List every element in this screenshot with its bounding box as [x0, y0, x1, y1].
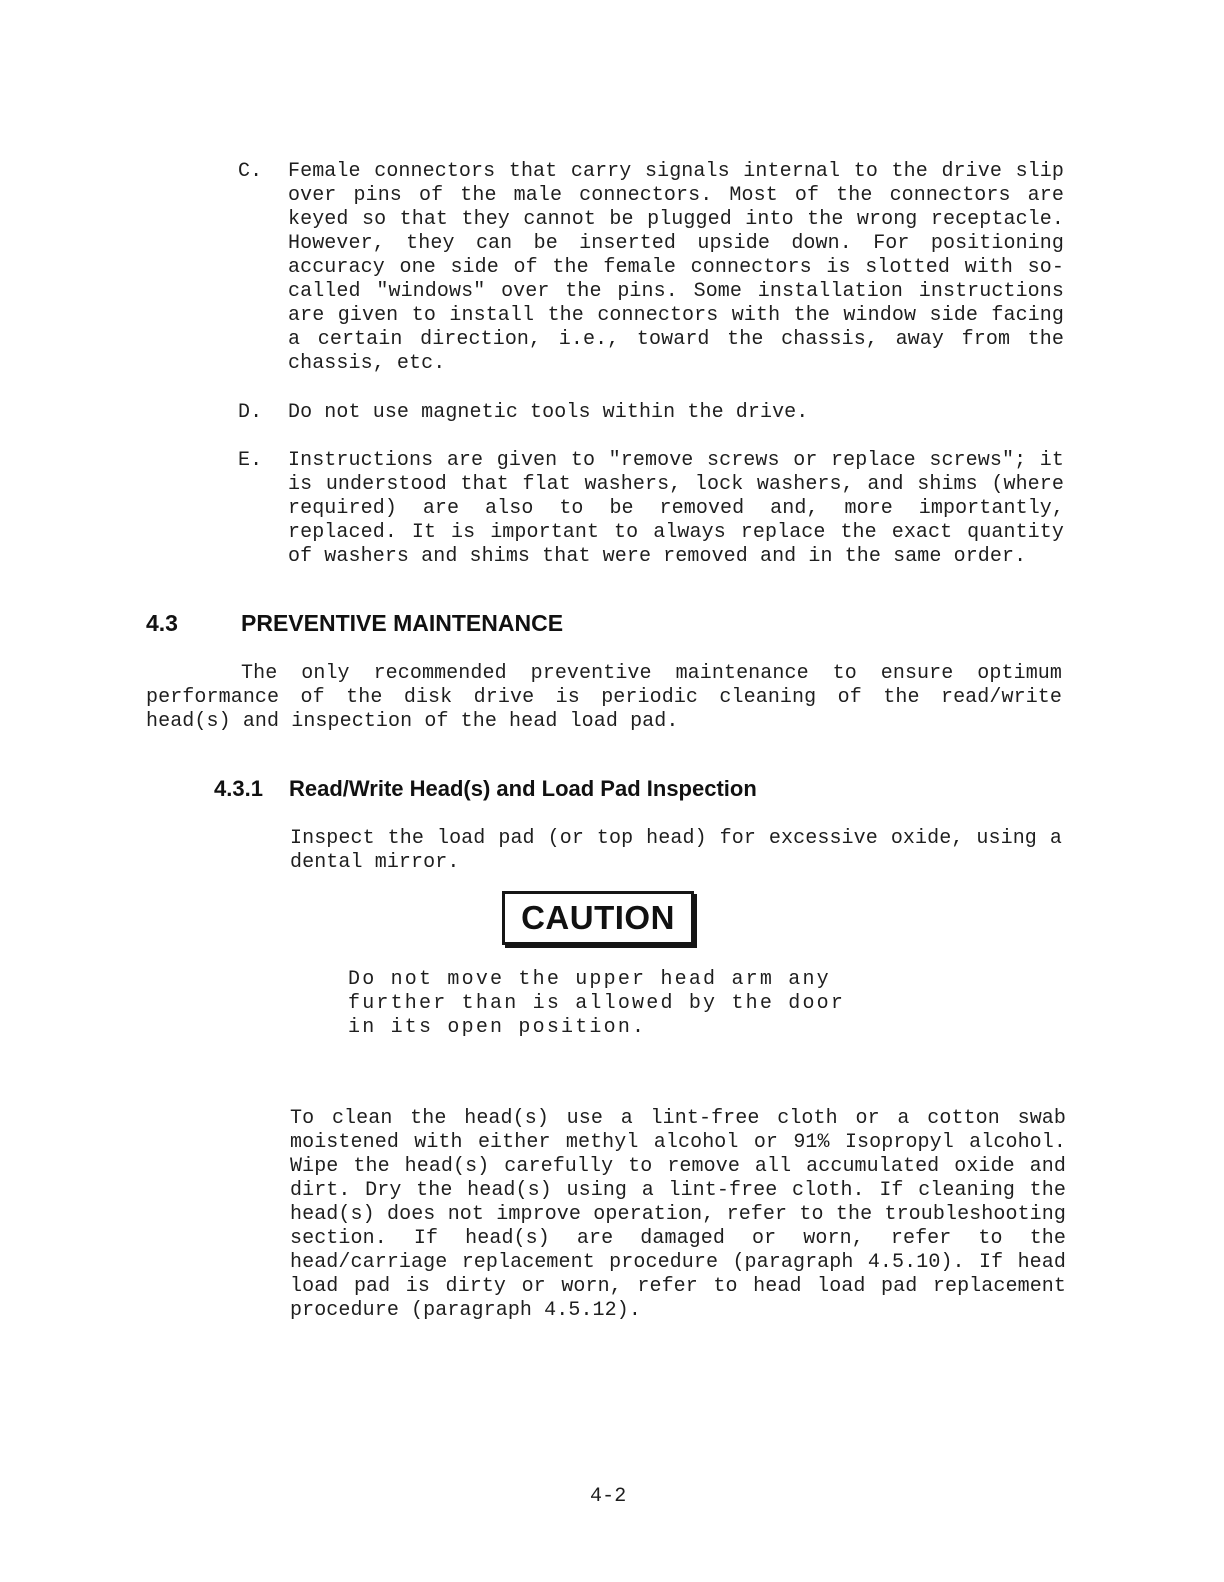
section-number: 4.3: [146, 610, 178, 636]
subsection-title: Read/Write Head(s) and Load Pad Inspection: [289, 776, 757, 801]
list-item-text-d: Do not use magnetic tools within the drive.: [288, 401, 809, 424]
cleaning-paragraph: To clean the head(s) use a lint-free cloth or a cotton swab moistened with either methyl alcohol or 91% Isopropyl alcohol. Wipe the head(s) carefully to remove all accumulated oxide and dirt. Dry the head(s) using a lint-free cloth. If cleaning the head(s) does not improve operation, refer to the troubleshooting section. If head(s) are damaged or worn, refer to the head/carriage replacement procedure (paragraph 4.5.10). If head load pad is dirty or worn, refer to head load pad replacement procedure (paragraph 4.5.12).: [290, 1107, 1066, 1322]
caution-box: [502, 891, 694, 945]
list-item-letter-d: D.: [238, 401, 263, 424]
subsection-number: 4.3.1: [214, 776, 263, 801]
list-item-text-e: Instructions are given to "remove screws or replace screws"; it is understood that flat washers, lock washers, and shims (where required) are also to be removed and, more importantly, replaced. It is important to always replace the exact quantity of washers and shims that were removed and in the same order.: [288, 449, 1064, 568]
inspect-paragraph: Inspect the load pad (or top head) for excessive oxide, using a dental mirror.: [290, 827, 1062, 874]
caution-text: Do not move the upper head arm any further than is allowed by the door in its open position.: [348, 968, 846, 1039]
list-item-letter-e: E.: [238, 449, 263, 472]
caution-label: CAUTION: [521, 899, 675, 936]
section-title: PREVENTIVE MAINTENANCE: [241, 610, 564, 636]
section-intro-paragraph: The only recommended preventive maintenance to ensure optimum performance of the disk drive is periodic cleaning of the read/write head(s) and inspection of the head load pad.: [146, 662, 1062, 733]
page-number: 4-2: [590, 1485, 627, 1508]
list-item-letter-c: C.: [238, 160, 263, 183]
list-item-text-c: Female connectors that carry signals internal to the drive slip over pins of the male connectors. Most of the connectors are keyed so that they cannot be plugged into the wrong receptacle. However, they can be inserted upside down. For positioning accuracy one side of the female connectors is slotted with so-called "windows" over the pins. Some installation instructions are given to install the connectors with the window side facing a certain direction, i.e., toward the chassis, away from the chassis, etc.: [288, 160, 1064, 375]
